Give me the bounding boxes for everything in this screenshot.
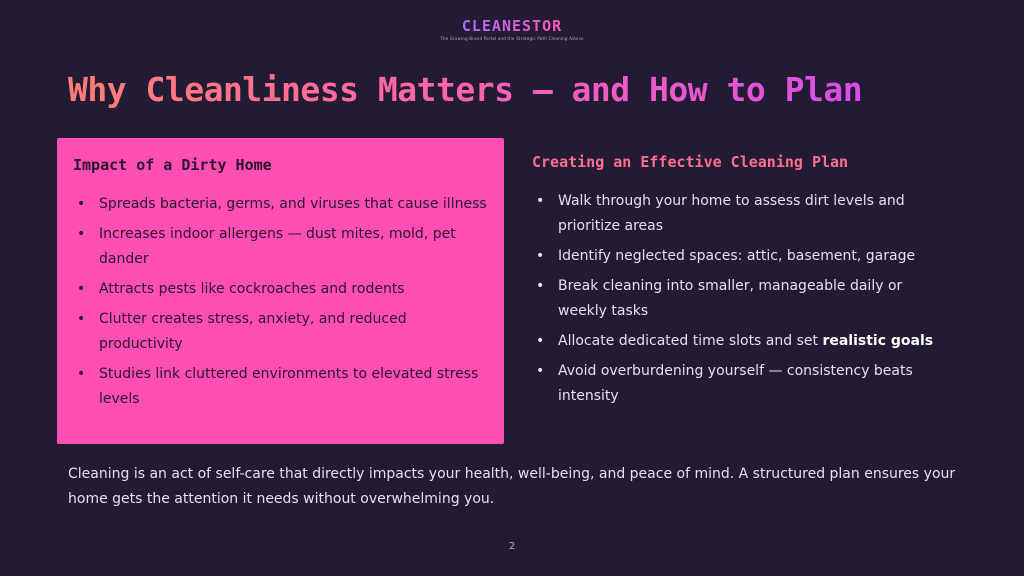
list-item: • Studies link cluttered environments to elevated stress levels: [73, 362, 488, 412]
section-heading: Creating an Effective Cleaning Plan: [532, 153, 849, 171]
list-item: • Walk through your home to assess dirt levels and prioritize areas: [532, 189, 952, 239]
list-item: • Spreads bacteria, germs, and viruses that cause illness: [73, 192, 488, 217]
impact-list: [73, 192, 488, 412]
list-item: [532, 329, 952, 354]
cleaning-plan-section: [532, 153, 952, 414]
logo-tagline: The Growing Brand Portal and the Strategic Path Cleaning Advice: [440, 36, 584, 41]
logo-wordmark: CLEANESTOR: [461, 17, 563, 35]
plan-list: [532, 189, 952, 409]
dirty-home-card: [57, 138, 504, 444]
card-heading: Impact of a Dirty Home: [73, 156, 272, 174]
list-item: • Increases indoor allergens — dust mites, mold, pet dander: [73, 222, 488, 272]
page-number: 2: [508, 541, 516, 552]
summary-paragraph: Cleaning is an act of self-care that directly impacts your health, well-being, and peace of mind. A structured plan ensures your home gets the attention it needs without overwhelming you.: [68, 466, 956, 507]
list-item: • Identify neglected spaces: attic, basement, garage: [532, 244, 952, 269]
list-item: • Avoid overburdening yourself — consistency beats intensity: [532, 359, 952, 409]
brand-logo: [0, 16, 1024, 41]
list-item-text: Allocate dedicated time slots and set: [558, 333, 823, 349]
slide-title: Why Cleanliness Matters — and How to Plan: [68, 70, 863, 109]
list-item: • Attracts pests like cockroaches and rodents: [73, 277, 488, 302]
emphasis-text: realistic goals: [822, 333, 934, 349]
list-item: • Clutter creates stress, anxiety, and reduced productivity: [73, 307, 488, 357]
list-item: • Break cleaning into smaller, manageable daily or weekly tasks: [532, 274, 952, 324]
